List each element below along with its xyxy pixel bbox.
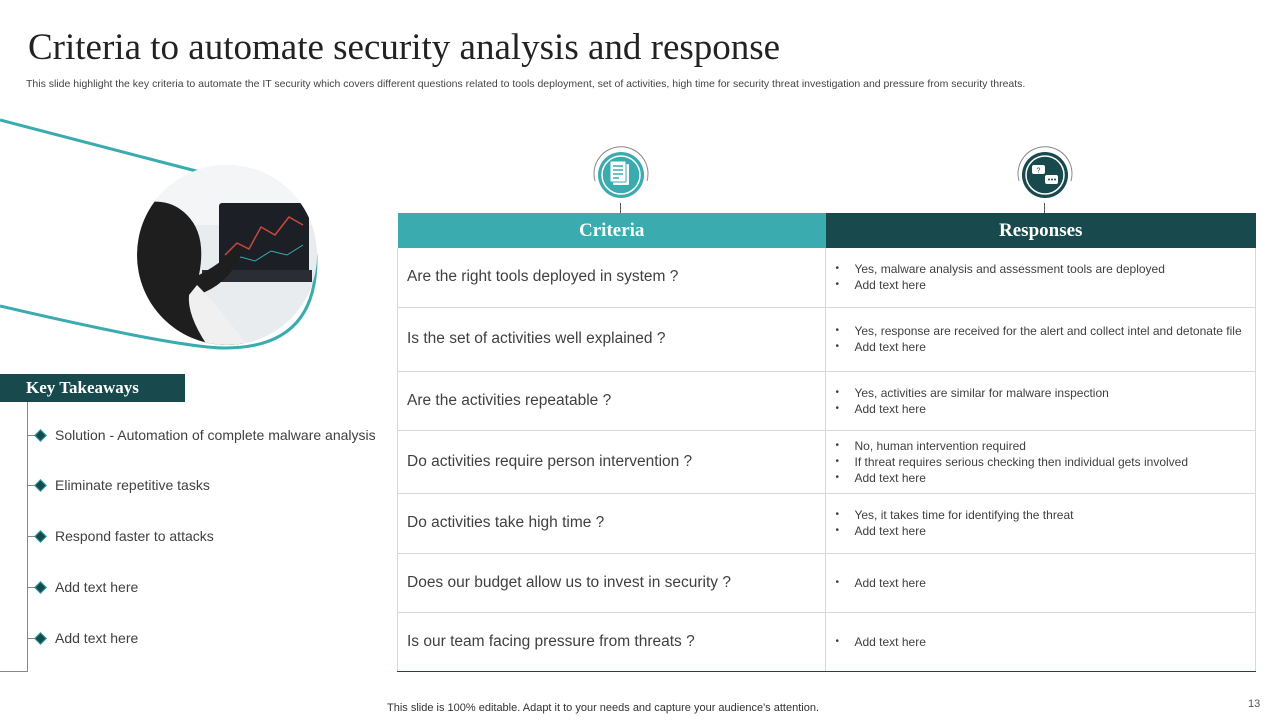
response-bullet: • No, human intervention required	[835, 438, 1247, 454]
response-bullet: • Add text here	[835, 277, 1247, 293]
response-bullet: • Add text here	[835, 339, 1247, 355]
response-bullet: • Yes, it takes time for identifying the threat	[835, 507, 1247, 523]
criteria-question: Are the activities repeatable ?	[398, 371, 826, 430]
response-cell	[826, 553, 1256, 612]
response-bullet: • Add text here	[835, 401, 1247, 417]
page-number: 13	[1248, 698, 1261, 710]
icon-connector	[620, 203, 621, 213]
diamond-icon	[34, 632, 47, 645]
takeaway-item: Add text here	[28, 628, 138, 648]
response-bullet: • Add text here	[835, 470, 1247, 486]
table-row	[398, 493, 1256, 553]
document-icon	[586, 143, 656, 205]
slide-footer: This slide is 100% editable. Adapt it to your needs and capture your audience's attention.	[387, 702, 819, 714]
response-cell	[826, 307, 1256, 371]
response-bullet: • Yes, malware analysis and assessment tools are deployed	[835, 261, 1247, 277]
chat-bubbles-icon	[1010, 143, 1080, 205]
slide-subtitle: This slide highlight the key criteria to automate the IT security which covers different questions related to tools deployment, set of activities, high time for security threat investigation and pressure from security threats.	[26, 78, 1026, 90]
response-cell	[826, 248, 1256, 307]
responses-header: Responses	[826, 213, 1256, 248]
table-row	[398, 430, 1256, 493]
table-row	[398, 612, 1256, 671]
response-cell	[826, 612, 1256, 671]
slide-title: Criteria to automate security analysis and response	[28, 27, 781, 68]
criteria-question: Do activities take high time ?	[398, 493, 826, 553]
criteria-question: Do activities require person intervention ?	[398, 430, 826, 493]
svg-text:?: ?	[1036, 167, 1041, 175]
response-bullet: • Yes, activities are similar for malware inspection	[835, 385, 1247, 401]
response-bullet: • Yes, response are received for the alert and collect intel and detonate file	[835, 323, 1247, 339]
table-row	[398, 248, 1256, 307]
response-bullet: • Add text here	[835, 634, 1247, 650]
diamond-icon	[34, 429, 47, 442]
takeaway-item: Add text here	[28, 577, 138, 597]
key-takeaways-heading: Key Takeaways	[0, 374, 185, 402]
table-row	[398, 371, 1256, 430]
table-row	[398, 307, 1256, 371]
criteria-header: Criteria	[398, 213, 826, 248]
table-row	[398, 553, 1256, 612]
takeaway-item: Eliminate repetitive tasks	[28, 475, 210, 495]
response-cell	[826, 371, 1256, 430]
criteria-question: Is our team facing pressure from threats ?	[398, 612, 826, 671]
response-bullet: • Add text here	[835, 523, 1247, 539]
criteria-question: Is the set of activities well explained ?	[398, 307, 826, 371]
takeaways-timeline-end	[0, 671, 28, 672]
response-bullet: • Add text here	[835, 575, 1247, 591]
diamond-icon	[34, 530, 47, 543]
diamond-icon	[34, 581, 47, 594]
takeaway-item: Solution - Automation of complete malware analysis	[28, 425, 376, 445]
laptop-photo	[137, 165, 317, 345]
criteria-question: Does our budget allow us to invest in security ?	[398, 553, 826, 612]
response-cell	[826, 493, 1256, 553]
takeaway-item: Respond faster to attacks	[28, 526, 214, 546]
diamond-icon	[34, 479, 47, 492]
response-cell	[826, 430, 1256, 493]
icon-connector	[1044, 203, 1045, 213]
criteria-table	[397, 213, 1256, 672]
criteria-question: Are the right tools deployed in system ?	[398, 248, 826, 307]
response-bullet: • If threat requires serious checking then individual gets involved	[835, 454, 1247, 470]
